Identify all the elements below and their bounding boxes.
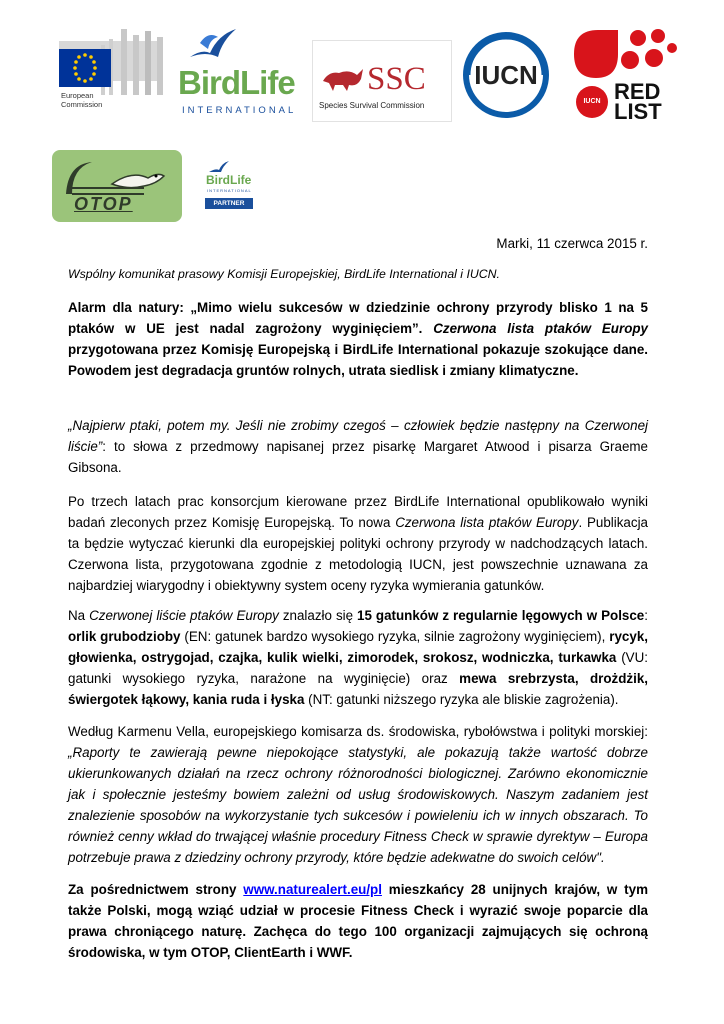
p5-part-b: mieszkańcy 28 unijnych krajów, w tym także Polski, mogą wziąć udział w procesie Fitness Check i wyrazić swoje poparcie dla prawa chroniącego naturę. Zachęca do tego 100 organizacji zajmujących się ochroną środowiska, w tym OTOP, ClientEarth i WWF. bbox=[68, 882, 648, 960]
iucn-name: IUCN bbox=[474, 60, 538, 90]
naturealert-link[interactable]: www.naturealert.eu/pl bbox=[243, 882, 382, 897]
red-list-logo bbox=[570, 26, 680, 122]
partner-birdlife-sub: INTERNATIONAL bbox=[207, 188, 252, 193]
otop-logo bbox=[52, 150, 182, 222]
atwood-quote: „Najpierw ptaki, potem my. Jeśli nie zrobimy czegoś – człowiek będzie następny na Czerwonej liście” bbox=[68, 418, 648, 454]
p3-red-list-title: Czerwonej liście ptaków Europy bbox=[89, 608, 279, 623]
red-list-line2: LIST bbox=[614, 99, 662, 124]
p3-nt-note: (NT: gatunki niższego ryzyka ale bliskie zagrożenia). bbox=[304, 692, 619, 707]
p3-en-species: orlik grubodzioby bbox=[68, 629, 181, 644]
p2-part-c: . Publikacja ta będzie wytyczać kierunki dla europejskiej polityki ochrony przyrody w nadchodzących latach. Czerwona lista, przygotowana zgodnie z metodologią IUCN, jest powszechnie uznawana za najbardziej wiarygodny i obiektywny system oceny ryzyka wymierania gatunków. bbox=[68, 515, 648, 593]
headline-red-list-title: Czerwona lista ptaków Europy bbox=[433, 321, 649, 336]
red-list-badge: IUCN bbox=[583, 98, 601, 105]
headline-part-c: przygotowana przez Komisję Europejską i BirdLife International pokazuje szokujące dane. Powodem jest degradacja gruntów rolnych, utrata siedlisk i zmiany klimatyczne. bbox=[68, 342, 648, 378]
p3-vu-species: rycyk, głowienka, ostrygojad, czajka, kulik wielki, zimorodek, srokosz, wodniczka, turkawka bbox=[68, 629, 648, 665]
otop-name: OTOP bbox=[74, 194, 133, 214]
paragraph-quote-atwood bbox=[68, 415, 648, 478]
birdlife-name: BirdLife bbox=[178, 64, 295, 101]
ssc-sub: Species Survival Commission bbox=[319, 101, 425, 110]
p3-part-c: znalazło się bbox=[278, 608, 358, 623]
ssc-logo bbox=[312, 40, 452, 122]
ssc-name: SSC bbox=[367, 61, 426, 97]
p3-species-count: 15 gatunków z regularnie lęgowych w Polsce bbox=[357, 608, 645, 623]
vella-quote: „Raporty te zawierają pewne niepokojące statystyki, ale pokazują także wartość dobrze ukierunkowanych działań na rzecz ochrony różnorodności biologicznej. Zarówno ekonomicznie jak i społecznie jesteśmy bowiem zależni od usług środowiskowych. Naszym zadaniem jest znalezienie sposobów na wykorzystanie tych sukcesów i powieleniu ich w innych obszarach. To również cenny wkład do trwającej właśnie procedury Fitness Check w sprawie dyrektyw – Europa potrzebuje prawa z dziedziny ochrony przyrody, które będzie adekwatne do swoich celów". bbox=[68, 745, 648, 865]
p3-nt-species: mewa srebrzysta, drożdżik, świergotek łąkowy, kania ruda i łyska bbox=[68, 671, 648, 707]
paragraph-vella-quote bbox=[68, 721, 648, 868]
p5-part-a: Za pośrednictwem strony bbox=[68, 882, 244, 897]
birdlife-sub: INTERNATIONAL bbox=[182, 105, 297, 116]
iucn-logo bbox=[461, 30, 551, 120]
paragraph-publication bbox=[68, 491, 648, 596]
paragraph-species bbox=[68, 605, 648, 710]
partner-badge: PARTNER bbox=[205, 198, 253, 209]
p3-part-e: : bbox=[644, 608, 648, 623]
p3-vu-note: (VU: gatunki wysokiego ryzyka, narażone na wyginięcie) oraz bbox=[68, 650, 648, 686]
birdlife-partner-logo bbox=[202, 160, 258, 212]
document-date: Marki, 11 czerwca 2015 r. bbox=[496, 236, 648, 251]
birdlife-logo bbox=[178, 27, 300, 119]
p2-red-list-title: Czerwona lista ptaków Europy bbox=[395, 515, 579, 530]
headline bbox=[68, 297, 648, 381]
p3-en-note: (EN: gatunek bardzo wysokiego ryzyka, silnie zagrożony wyginięciem), bbox=[180, 629, 610, 644]
red-list-line1: RED bbox=[614, 79, 661, 104]
atwood-attribution: : to słowa z przedmowy napisanej przez pisarkę Margaret Atwood i pisarza Graeme Gibsona. bbox=[68, 439, 648, 475]
p2-part-a: Po trzech latach prac konsorcjum kierowane przez BirdLife International opublikowało wyniki badań zleconych przez Komisję Europejską. To nowa bbox=[68, 494, 648, 530]
p4-intro: Według Karmenu Vella, europejskiego komisarza ds. środowiska, rybołówstwa i polityki morskiej: bbox=[68, 724, 648, 739]
p3-part-a: Na bbox=[68, 608, 90, 623]
partner-birdlife-name: BirdLife bbox=[206, 173, 252, 187]
headline-part-a: Alarm dla natury: „Mimo wielu sukcesów w dziedzinie ochrony przyrody blisko 1 na 5 ptaków w UE jest nadal zagrożony wyginięciem”. bbox=[68, 300, 648, 336]
ec-label-1: European bbox=[61, 91, 94, 100]
document-subtitle: Wspólny komunikat prasowy Komisji Europejskiej, BirdLife International i IUCN. bbox=[68, 267, 500, 281]
ec-label-2: Commission bbox=[61, 100, 103, 109]
european-commission-logo bbox=[37, 27, 165, 119]
paragraph-call-to-action bbox=[68, 879, 648, 963]
